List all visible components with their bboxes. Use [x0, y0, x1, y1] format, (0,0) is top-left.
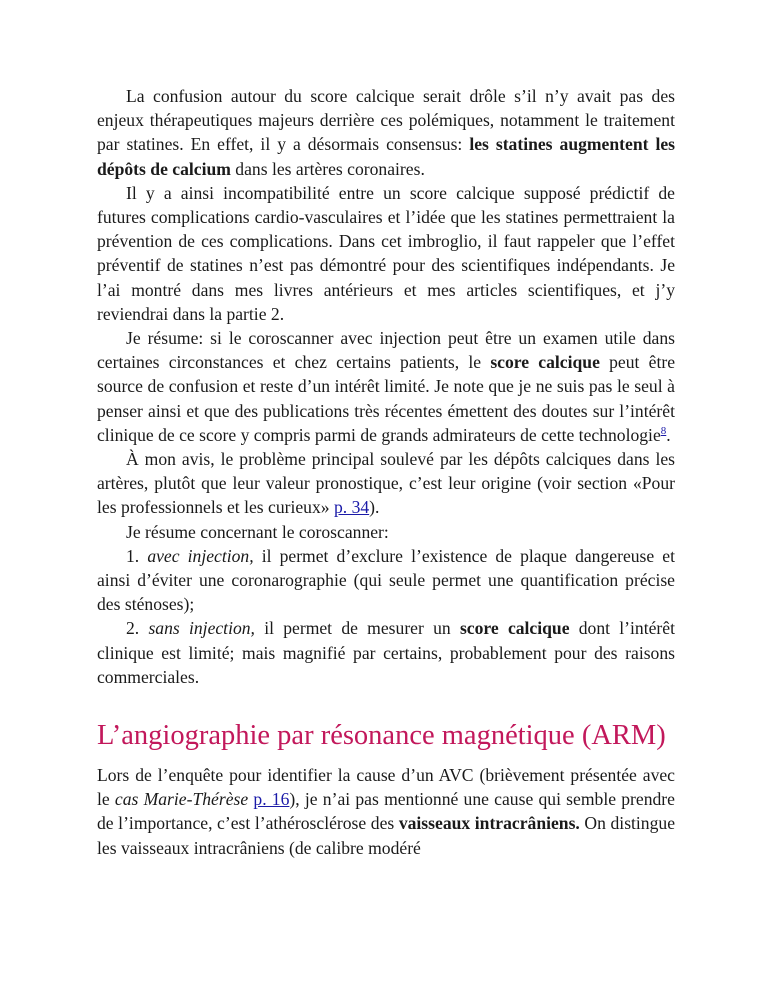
bold-statement: les statines augmentent les dépôts de calcium	[97, 134, 675, 179]
list-number: 2.	[126, 618, 149, 639]
document-page	[97, 84, 675, 860]
text-run: dont l’intérêt clinique est limité; mais magnifié par certains, probablement pour des raisons commerciales.	[97, 618, 675, 687]
italic-term: sans injection,	[148, 618, 255, 639]
bold-term: score calcique	[490, 352, 600, 373]
text-run: il permet de mesurer un	[254, 618, 460, 639]
paragraph-summary	[97, 326, 675, 447]
list-item-without-injection	[97, 616, 675, 689]
text-run: dans les artères coronaires.	[230, 158, 425, 179]
text-run: Je résume concernant le coroscanner:	[126, 521, 389, 542]
paragraph-opinion	[97, 447, 675, 520]
text-run: ).	[369, 497, 380, 518]
bold-term: vaisseaux intracrâniens.	[398, 813, 580, 834]
text-run: Lors de l’enquête pour identifier la cause d’un AVC (brièvement présentée avec le	[97, 765, 675, 810]
text-run: La confusion autour du score calcique serait drôle s’il n’y avait pas des enjeux thérapeutiques majeurs derrière ces polémiques, notamment le traitement par statines. En effet, il y a désormais consensus:	[97, 86, 675, 155]
text-run: il permet d’exclure l’existence de plaque dangereuse et ainsi d’éviter une coronarographie (qui seule permet une quantification précise des sténoses);	[97, 545, 676, 615]
paragraph-calcium-score-confusion	[97, 84, 675, 181]
italic-term: cas Marie-Thérèse	[114, 789, 249, 810]
text-run: Il y a ainsi incompatibilité entre un score calcique supposé prédictif de futures complications cardio-vasculaires et l’idée que les statines permettraient la prévention de ces complications. Dans cet imbroglio, il faut rappeler que l’effet préventif de statines n’est pas démontré pour des scientifiques indépendants. Je l’ai montré dans mes livres antérieurs et mes articles scientifiques, et j’y reviendrai dans la partie 2.	[97, 182, 675, 324]
page-reference-link[interactable]: p. 16	[253, 789, 290, 810]
text-run: À mon avis, le problème principal soulevé par les dépôts calciques dans les artères, plutôt que leur valeur pronostique, c’est leur origine (voir section «Pour les professionnels et les curieux»	[97, 449, 675, 518]
list-item-with-injection	[97, 544, 675, 617]
paragraph-incompatibility	[97, 181, 675, 326]
footnote-link[interactable]: 8	[660, 424, 667, 437]
section-heading: L’angiographie par résonance magnétique (ARM)	[97, 720, 666, 752]
italic-term: avec injection,	[147, 545, 254, 566]
text-run: Je résume: si le coroscanner avec injection peut être un examen utile dans certaines circonstances et chez certains patients, le	[97, 328, 675, 373]
page-reference-link[interactable]: p. 34	[333, 497, 370, 518]
bold-term: score calcique	[459, 618, 570, 639]
text-run: ), je n’ai pas mentionné une cause qui semble prendre de l’importance, c’est l’athérosclérose des	[97, 789, 675, 834]
paragraph-avc-investigation	[97, 763, 675, 860]
text-run: peut être source de confusion et reste d’un intérêt limité. Je note que je ne suis pas le seul à penser ainsi et que des publications très récentes émettent des doutes sur l’intérêt clinique de ce score y compris parmi de grands admirateurs de cette technologie	[97, 352, 676, 445]
text-run: On distingue les vaisseaux intracrâniens (de calibre modéré	[97, 813, 676, 858]
list-number: 1.	[126, 545, 148, 566]
paragraph-coroscanner-intro	[97, 520, 675, 544]
text-run: .	[666, 424, 671, 445]
